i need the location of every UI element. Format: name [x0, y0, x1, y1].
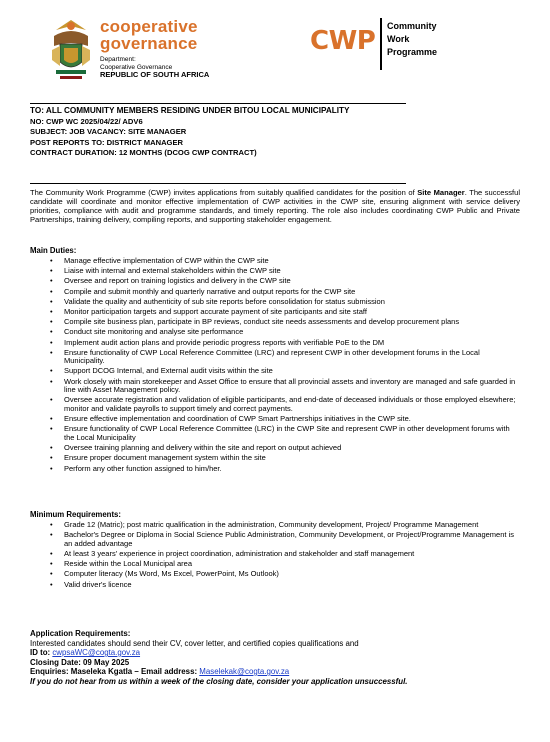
position-title: Site Manager	[417, 188, 465, 197]
requirement-item: • Computer literacy (Ms Word, Ms Excel, PowerPoint, Ms Outlook)	[30, 570, 520, 579]
duty-item: • Oversee and report on training logistics and delivery in the CWP site	[30, 277, 520, 286]
application-requirements: Application Requirements: Interested candidates should send their CV, cover letter, and certified copies qualifications and ID to: cwpsaWC@cogta.gov.za Closing Date: 09 May 2025 Enquiries: Maseleka Kgatla – Email address: Maselekak@cogta.gov.za If you do not hear from us within a week of the closing date, consider your application unsuccessful.	[30, 629, 520, 686]
cwp-programme-name: Community Work Programme	[387, 21, 438, 57]
duty-item: • Ensure effective implementation and coordination of CWP Smart Partnerships initiatives in the CWP site.	[30, 415, 520, 424]
duty-item: • Ensure proper document management system within the site	[30, 454, 520, 463]
duty-item: • Support DCOG Internal, and External audit visits within the site	[30, 367, 520, 376]
coat-of-arms-icon	[46, 16, 96, 82]
department-subtitle: Department: Cooperative Governance REPUBLIC OF SOUTH AFRICA	[100, 56, 210, 79]
contract-duration-line: CONTRACT DURATION: 12 MONTHS (DCOG CWP CONTRACT)	[30, 148, 257, 157]
requirement-item: • Valid driver's licence	[30, 581, 520, 590]
requirement-item: • At least 3 years' experience in project coordination, administration and stakeholder and staff management	[30, 550, 520, 559]
requirement-item: • Reside within the Local Municipal area	[30, 560, 520, 569]
unsuccessful-note: If you do not hear from us within a week of the closing date, consider your application unsuccessful.	[30, 676, 408, 686]
enquiries-label: Enquiries: Maseleka Kgatla – Email address:	[30, 667, 200, 676]
duty-item: • Implement audit action plans and provide periodic progress reports with verifiable PoE to the DM	[30, 339, 520, 348]
application-heading: Application Requirements:	[30, 629, 131, 638]
closing-date: Closing Date: 09 May 2025	[30, 657, 130, 667]
letterhead	[0, 0, 550, 100]
duty-item: • Oversee training planning and delivery within the site and report on output achieved	[30, 444, 520, 453]
reports-to-line: POST REPORTS TO: DISTRICT MANAGER	[30, 137, 184, 147]
minimum-requirements-heading: Minimum Requirements:	[30, 510, 121, 519]
requirement-item: • Bachelor's Degree or Diploma in Social Science Public Administration, Community Development, or Project/Programme Management is an added advantage	[30, 531, 520, 548]
reference-number: NO: CWP WC 2025/04/22/ ADV6	[30, 116, 143, 126]
duty-item: • Ensure functionality of CWP Local Reference Committee (LRC) in the CWP Site and represent CWP in other development forums with the Local Municipality	[30, 425, 520, 442]
duty-item: • Monitor participation targets and support accurate payment of site participants and site staff	[30, 308, 520, 317]
subject-line: SUBJECT: JOB VACANCY: SITE MANAGER	[30, 127, 187, 136]
intro-paragraph: The Community Work Programme (CWP) invites applications from suitably qualified candidates for the position of Site Manager. The successful candidate will coordinate and monitor effective implementation of CWP activities in the CWP site, ensuring alignment with service delivery priorities, compliance with audit and programme standards, and timely reporting. The role also includes coordinating CWP Public and Private Partnerships, training delivery, compiling reports, and supporting stakeholder engagement.	[30, 188, 521, 224]
top-rule	[30, 103, 406, 104]
logo-divider	[380, 18, 382, 70]
main-duties-list	[30, 257, 520, 475]
department-wordmark: cooperative governance	[100, 17, 198, 53]
main-duties-heading: Main Duties:	[30, 246, 77, 255]
duty-item: • Work closely with main storekeeper and Asset Office to ensure that all provincial assets and inventory are managed and safe guarded in line with Asset Management policy.	[30, 378, 520, 395]
application-instructions: Interested candidates should send their CV, cover letter, and certified copies qualifications and	[30, 638, 359, 648]
duty-item: • Ensure functionality of CWP Local Reference Committee (LRC) and represent CWP in other development forums in the Local Municipality.	[30, 349, 520, 366]
meta-rule	[30, 183, 406, 184]
duty-item: • Liaise with internal and external stakeholders within the CWP site	[30, 267, 520, 276]
duty-item: • Compile and submit monthly and quarterly narrative and output reports for the CWP site	[30, 288, 520, 297]
cwp-logo: CWP	[310, 26, 376, 56]
duty-item: • Compile site business plan, participate in BP reviews, conduct site needs assessments and develop procurement plans	[30, 318, 520, 327]
minimum-requirements-list	[30, 521, 520, 591]
vacancy-meta	[30, 106, 349, 159]
recipient-line: TO: ALL COMMUNITY MEMBERS RESIDING UNDER BITOU LOCAL MUNICIPALITY	[30, 106, 350, 115]
duty-item: • Perform any other function assigned to him/her.	[30, 465, 520, 474]
duty-item: • Manage effective implementation of CWP within the CWP site	[30, 257, 520, 266]
application-email-link[interactable]: cwpsaWC@cogta.gov.za	[52, 648, 141, 657]
enquiries-email-link[interactable]: Maselekak@cogta.gov.za	[199, 667, 290, 676]
duty-item: • Conduct site monitoring and analyse site performance	[30, 328, 520, 337]
requirement-item: • Grade 12 (Matric); post matric qualification in the administration, Community development, Project/ Programme Management	[30, 521, 520, 530]
duty-item: • Oversee accurate registration and validation of eligible participants, and end-date of deceased individuals or those employed elsewhere; monitor and validate payrolls to support timely and correct payments.	[30, 396, 520, 413]
duty-item: • Validate the quality and authenticity of sub site reports before consolidation for status submission	[30, 298, 520, 307]
